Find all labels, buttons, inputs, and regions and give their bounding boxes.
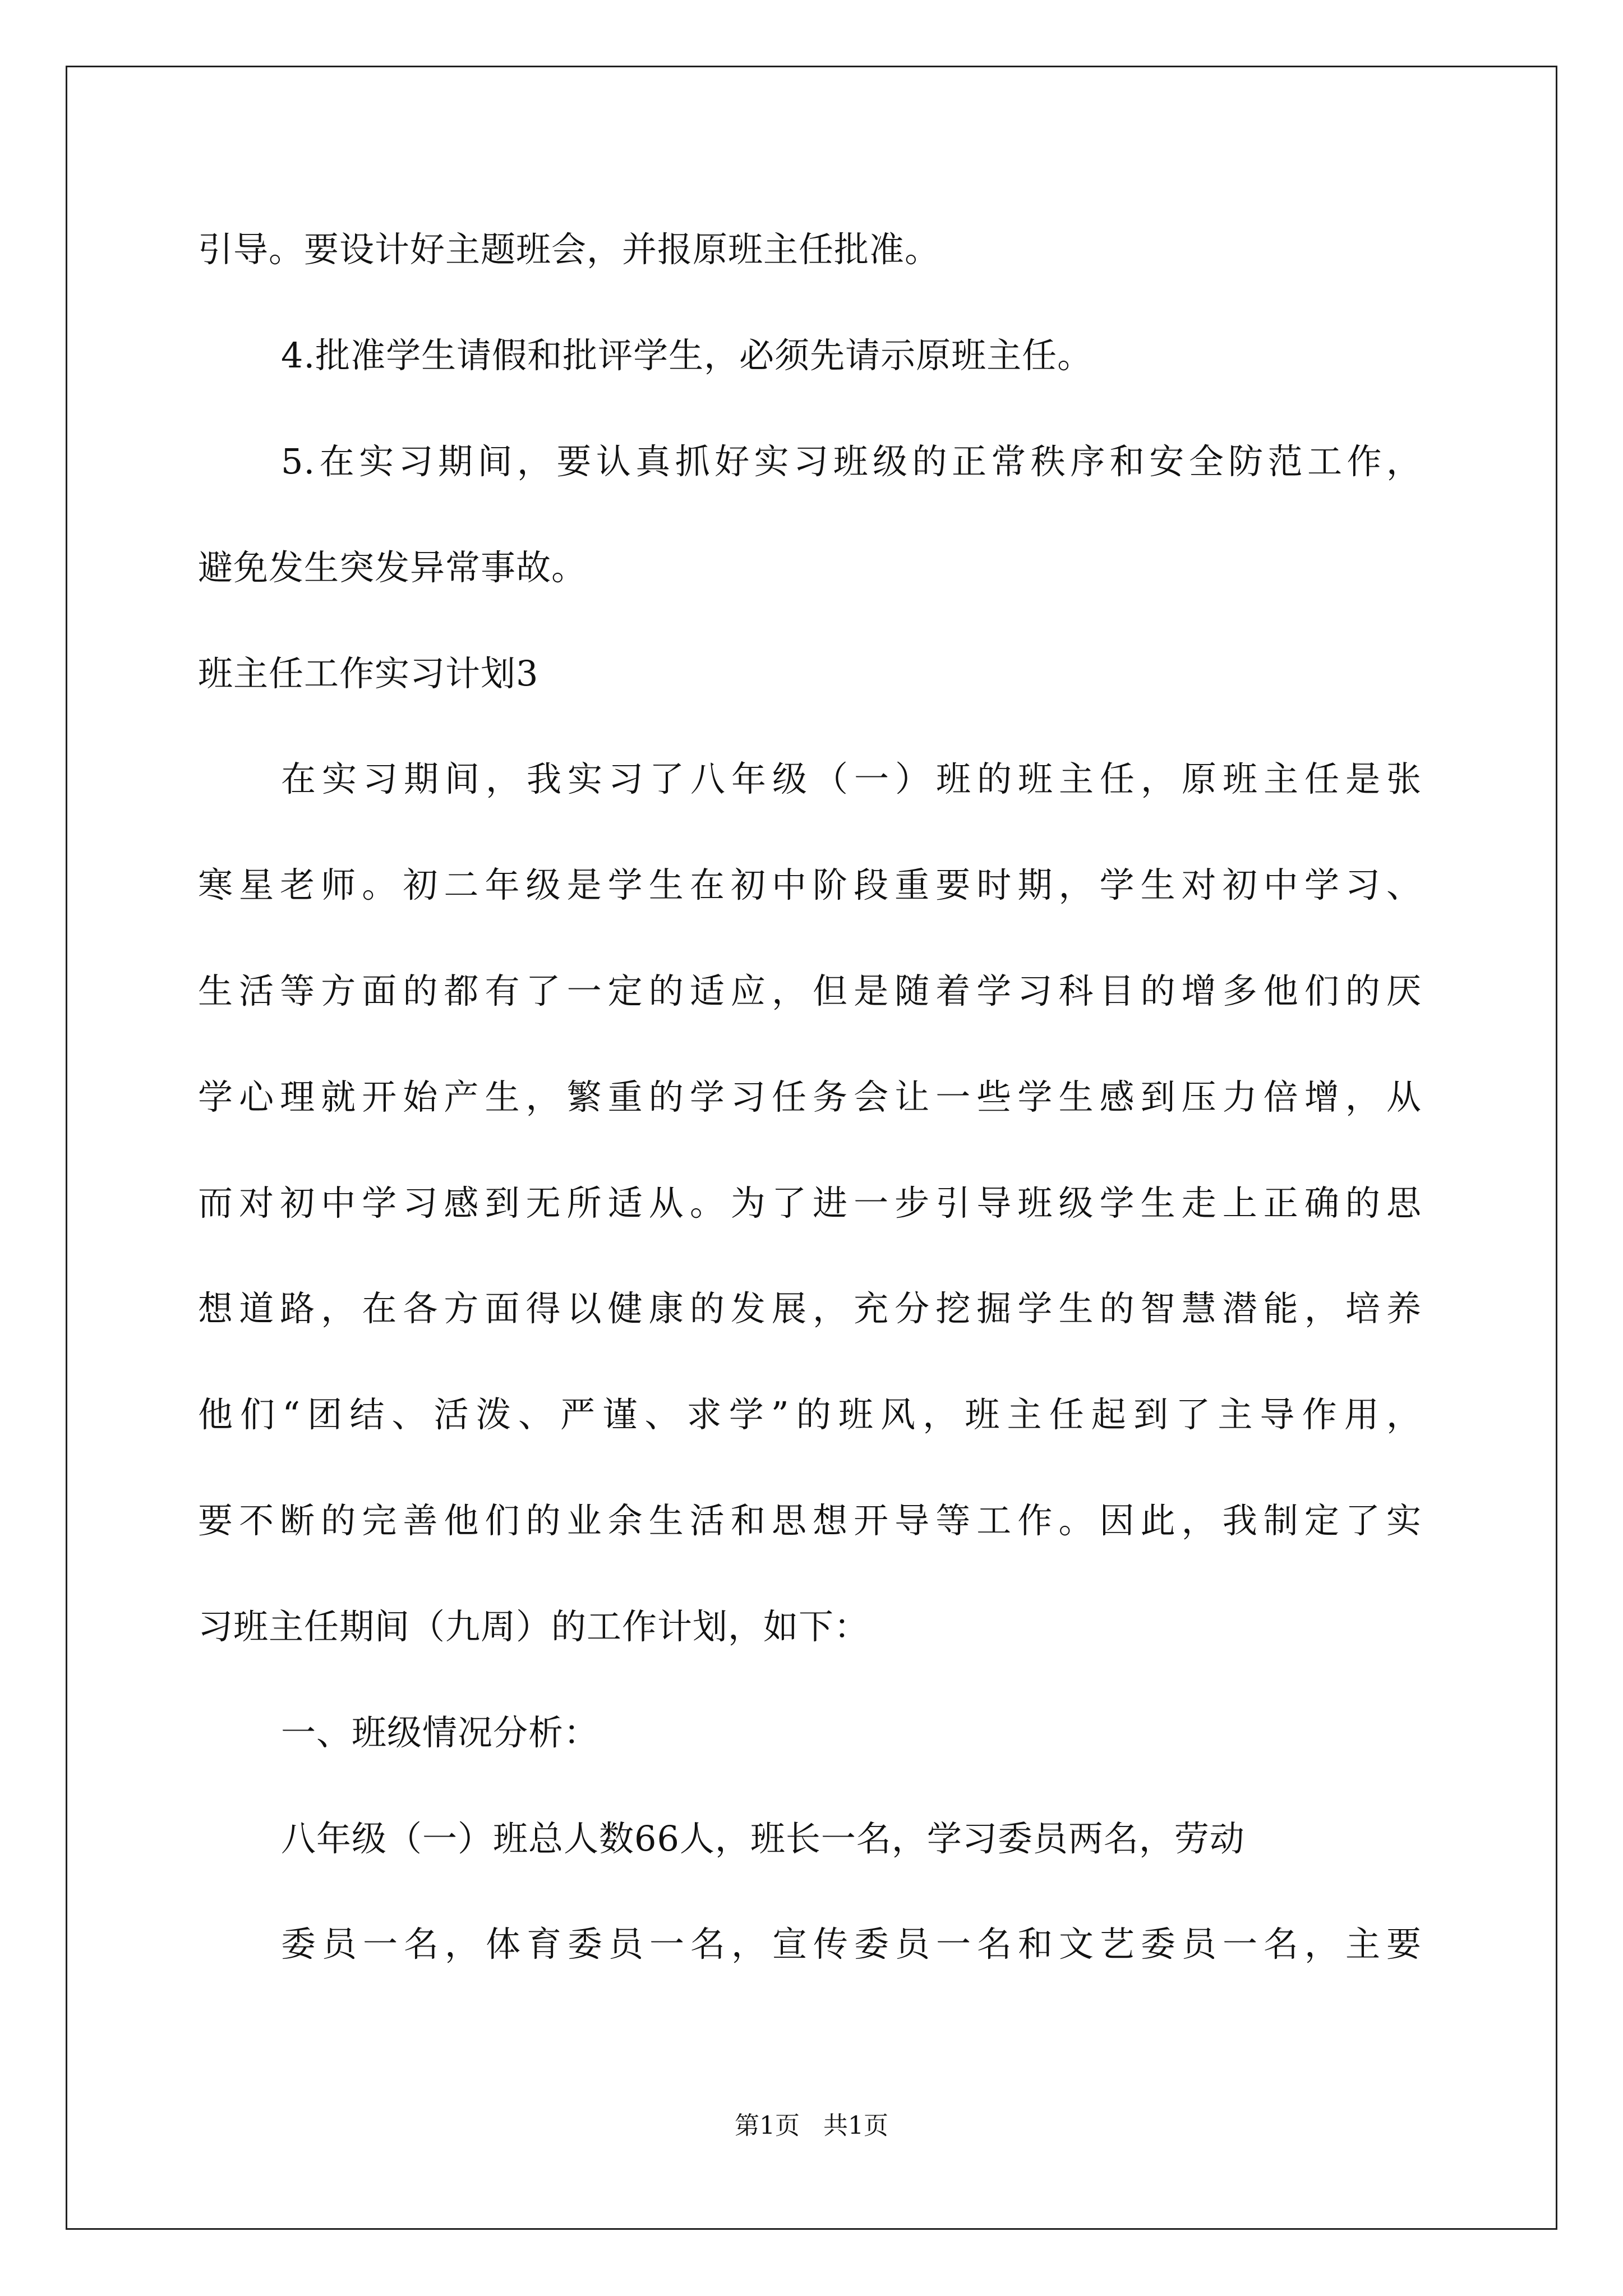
body-line-6: 在实习期间，我实习了八年级（一）班的班主任，原班主任是张: [281, 758, 1422, 799]
section-heading: 班主任工作实习计划3: [198, 653, 539, 694]
body-line-13: 要不断的完善他们的业余生活和思想开导等工作。因此，我制定了实: [198, 1500, 1422, 1541]
body-line-17: 委员一名，体育委员一名，宣传委员一名和文艺委员一名，主要: [281, 1924, 1422, 1964]
body-line-9: 学心理就开始产生，繁重的学习任务会让一些学生感到压力倍增，从: [198, 1076, 1422, 1117]
body-line-3: 5.在实习期间，要认真抓好实习班级的正常秩序和安全防范工作，: [281, 441, 1422, 482]
subsection-heading: 一、班级情况分析：: [281, 1712, 600, 1753]
body-line-4: 避免发生突发异常事故。: [198, 547, 587, 588]
body-line-11: 想道路，在各方面得以健康的发展，充分挖掘学生的智慧潜能，培养: [198, 1288, 1422, 1329]
body-line-2: 4.批准学生请假和批评学生，必须先请示原班主任。: [281, 335, 1093, 376]
body-line-12: 他们“团结、活泼、严谨、求学”的班风，班主任起到了主导作用，: [198, 1394, 1422, 1435]
body-line-7: 寒星老师。初二年级是学生在初中阶段重要时期，学生对初中学习、: [198, 864, 1422, 905]
body-line-8: 生活等方面的都有了一定的适应，但是随着学习科目的增多他们的厌: [198, 970, 1422, 1011]
page-border: [66, 66, 1557, 2230]
body-line-14: 习班主任期间（九周）的工作计划，如下：: [198, 1606, 870, 1647]
body-line-10: 而对初中学习感到无所适从。为了进一步引导班级学生走上正确的思: [198, 1182, 1422, 1223]
body-line-1: 引导。要设计好主题班会，并报原班主任批准。: [198, 229, 940, 270]
body-line-16: 八年级（一）班总人数66人，班长一名，学习委员两名，劳动: [281, 1818, 1245, 1859]
page-number-footer: 第1页 共1页: [735, 2111, 888, 2140]
